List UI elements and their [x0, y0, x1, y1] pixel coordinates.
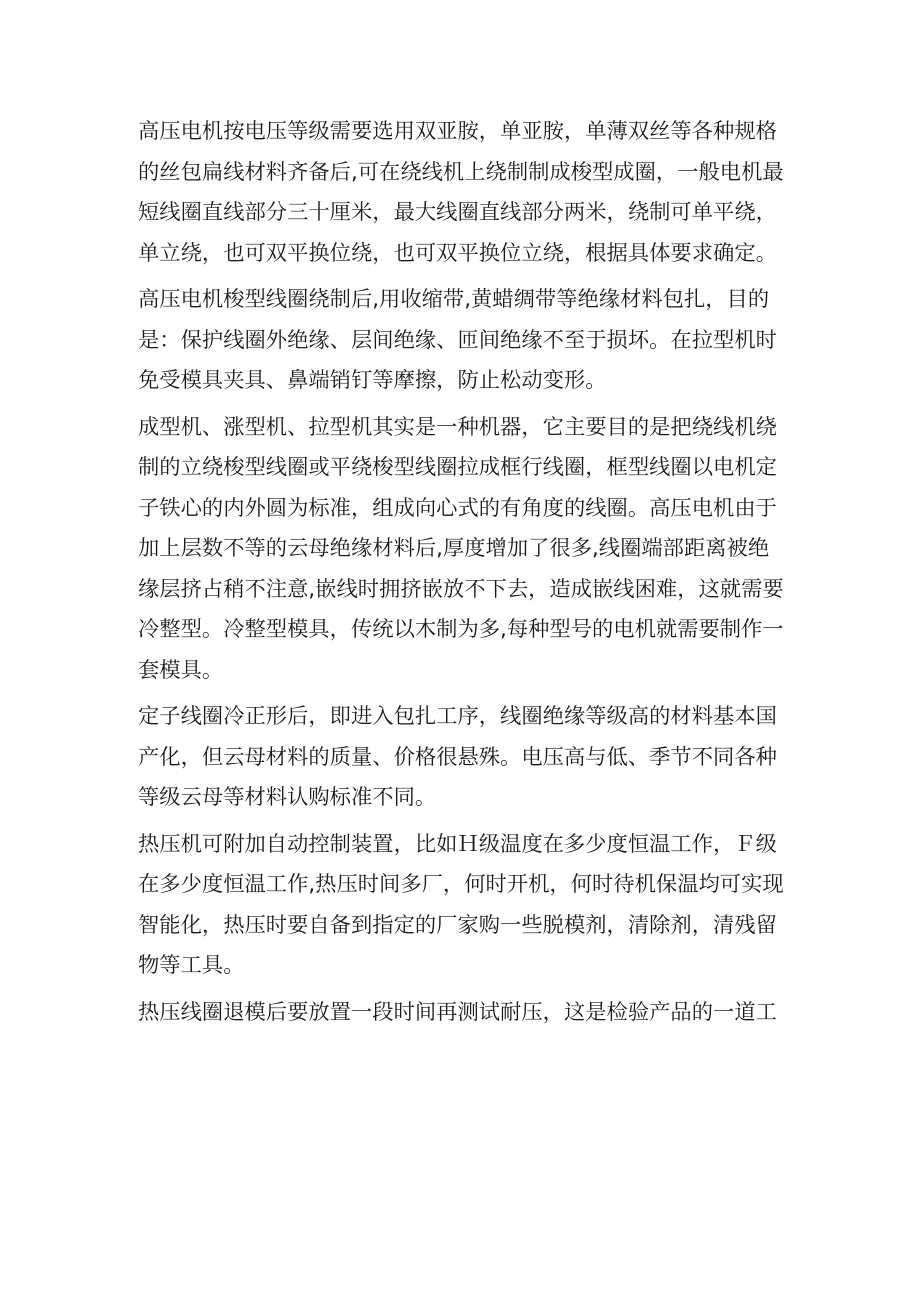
- text-line: 的丝包扁线材料齐备后,可在绕线机上绕制制成梭型成圈，一般电机最: [138, 159, 784, 185]
- text-line: 产化，但云母材料的质量、价格很悬殊。电压高与低、季节不同各种: [138, 744, 777, 770]
- text-line: 成型机、涨型机、拉型机其实是一种机器，它主要目的是把绕线机绕: [138, 414, 777, 440]
- paragraph-insulation-wrapping: [138, 280, 802, 402]
- text-line: 冷整型。冷整型模具，传统以木制为多,每种型号的电机就需要制作一: [138, 617, 784, 642]
- text-line: 热压机可附加自动控制装置，比如Ｈ级温度在多少度恒温工作，Ｆ级: [138, 831, 777, 857]
- text-line: 定子线圈冷正形后，即进入包扎工序，线圈绝缘等级高的材料基本国: [138, 704, 777, 729]
- text-line: 套模具。: [138, 657, 224, 683]
- text-line: 子铁心的内外圆为标准，组成向心式的有角度的线圈。高压电机由于: [138, 495, 777, 521]
- text-line: 加上层数不等的云母绝缘材料后,厚度增加了很多,线圈端部距离被绝: [138, 536, 770, 561]
- text-line: 热压线圈退模后要放置一段时间再测试耐压，这是检验产品的一道工: [138, 999, 777, 1025]
- text-line: 高压电机按电压等级需要选用双亚胺，单亚胺，单薄双丝等各种规格: [138, 119, 777, 144]
- text-line: 智能化，热压时要自备到指定的厂家购一些脱模剂，清除剂，清残留: [138, 912, 777, 938]
- paragraph-forming-machine: [138, 408, 802, 692]
- paragraph-stator-coil: [138, 697, 802, 819]
- text-line: 高压电机梭型线圈绕制后,用收缩带,黄蜡绸带等绝缘材料包扎，目的: [138, 287, 770, 312]
- text-line: 缘层挤占稍不注意,嵌线时拥挤嵌放不下去，造成嵌线困难，这就需要: [138, 576, 784, 602]
- text-line: 在多少度恒温工作,热压时间多厂，何时开机，何时待机保温均可实现: [138, 872, 784, 897]
- paragraph-voltage-test: [138, 993, 802, 1034]
- text-line: 单立绕，也可双平换位绕，也可双平换位立绕，根据具体要求确定。: [138, 240, 777, 266]
- text-line: 免受模具夹具、鼻端销钉等摩擦，防止松动变形。: [138, 368, 607, 393]
- text-line: 是：保护线圈外绝缘、层间绝缘、匝间绝缘不至于损坏。在拉型机时: [138, 327, 777, 353]
- paragraph-coil-winding: [138, 112, 802, 274]
- document-body: [138, 112, 802, 1039]
- text-line: 等级云母等材料认购标准不同。: [138, 785, 437, 810]
- paragraph-hot-press: [138, 825, 802, 987]
- text-line: 短线圈直线部分三十厘米，最大线圈直线部分两米，绕制可单平绕，: [138, 200, 777, 225]
- text-line: 物等工具。: [138, 953, 245, 978]
- text-line: 制的立绕梭型线圈或平绕梭型线圈拉成框行线圈，框型线圈以电机定: [138, 455, 777, 480]
